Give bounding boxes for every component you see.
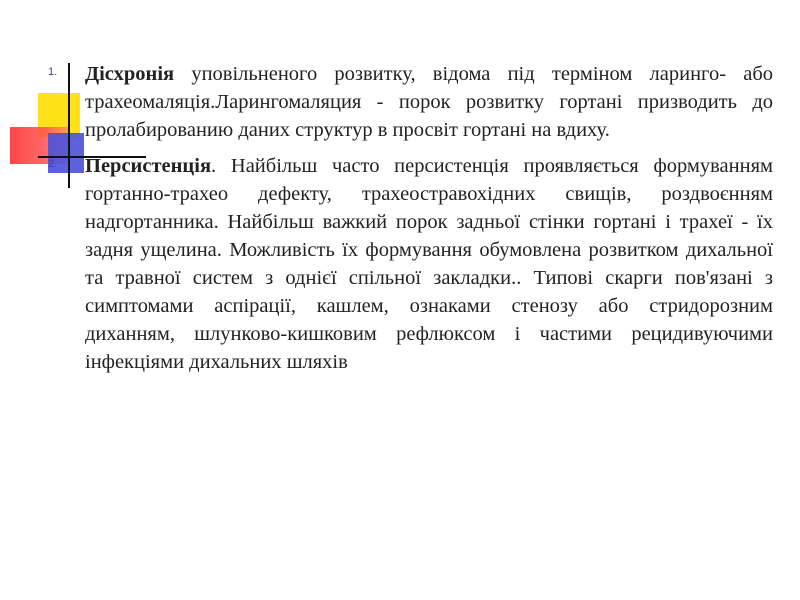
paragraph-text: . Найбільш часто персистенція проявляється формуванням гортанно-трахео дефекту, трахеостравохідних свищів, роздвоєнням надгортанника. Найбільш важкий порок задньої стінки гортані і трахеї - їх задня ущелина. Можливість їх формування обумовлена розвитком дихальної та травної систем з однієї спільної закладки.. Типові скарги пов'язані з симптомами аспірації, кашлем, ознаками стенозу або стридорозним диханням, шлунково-кишковим рефлюксом і частими рецидивуючими інфекціями дихальних шляхів <box>85 155 773 373</box>
list-number: 2. <box>48 158 58 170</box>
paragraph-text: уповільненого розвитку, відома під терміном ларинго- або трахеомаляція.Ларингомаляция - порок розвитку гортані призводить до пролабированию даних структур в просвіт гортані на вдиху. <box>85 63 773 141</box>
numbered-list <box>48 60 773 376</box>
paragraph <box>85 60 773 144</box>
list-item <box>48 60 773 144</box>
list-item <box>48 152 773 376</box>
slide-content <box>48 60 773 384</box>
list-number: 1. <box>48 66 58 78</box>
term: Дісхронія <box>85 63 175 85</box>
paragraph <box>85 152 773 376</box>
term: Персистенція <box>85 155 212 177</box>
